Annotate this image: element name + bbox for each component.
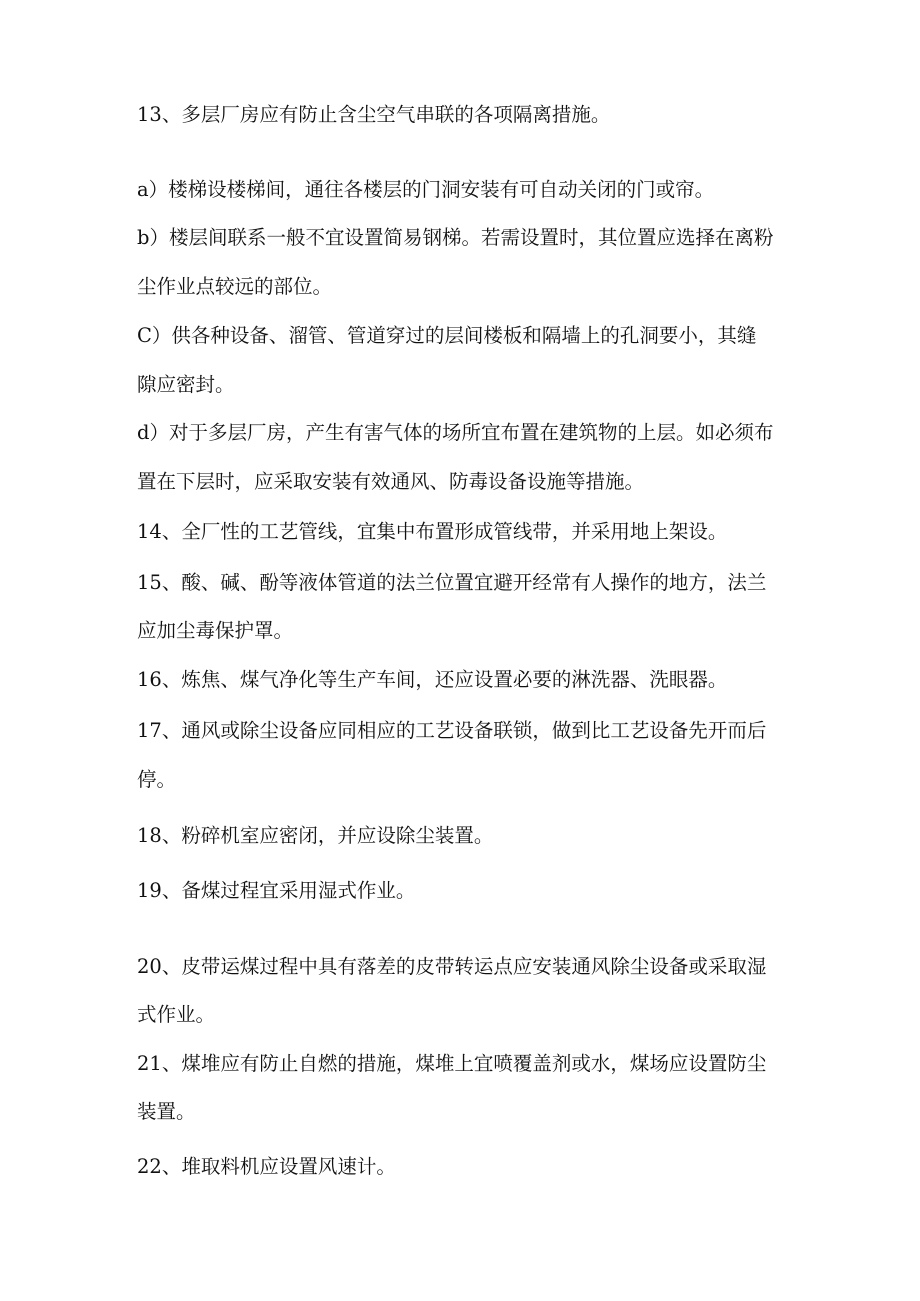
item-17-line-2: 停。	[137, 768, 177, 791]
item-15-line-2: 应加尘毒保护罩。	[137, 619, 294, 642]
item-d-line-1: d）对于多层厂房，产生有害气体的场所宜布置在建筑物的上层。如必须布	[137, 421, 774, 444]
item-16-line-1: 16、炼焦、煤气净化等生产车间，还应设置必要的淋洗器、洗眼器。	[137, 668, 728, 691]
item-20-line-2: 式作业。	[137, 1003, 216, 1026]
item-21-line-1: 21、煤堆应有防止自燃的措施，煤堆上宜喷覆盖剂或水，煤场应设置防尘	[137, 1052, 767, 1075]
item-b-line-2: 尘作业点较远的部位。	[137, 275, 333, 298]
item-c-line-1: C）供各种设备、溜管、管道穿过的层间楼板和隔墙上的孔洞要小，其缝	[137, 324, 757, 347]
item-17-line-1: 17、通风或除尘设备应同相应的工艺设备联锁，做到比工艺设备先开而后	[137, 719, 767, 742]
item-13-line-1: 13、多层厂房应有防止含尘空气串联的各项隔离措施。	[137, 103, 611, 126]
item-a-line-1: a）楼梯设楼梯间，通往各楼层的门洞安装有可自动关闭的门或帘。	[137, 178, 715, 201]
item-d-line-2: 置在下层时，应采取安装有效通风、防毒设备设施等措施。	[137, 470, 645, 493]
item-22-line-1: 22、堆取料机应设置风速计。	[137, 1155, 396, 1178]
item-15-line-1: 15、酸、碱、酚等液体管道的法兰位置宜避开经常有人操作的地方，法兰	[137, 571, 767, 594]
item-c-line-2: 隙应密封。	[137, 373, 235, 396]
item-21-line-2: 装置。	[137, 1100, 196, 1123]
item-b-line-1: b）楼层间联系一般不宜设置简易钢梯。若需设置时，其位置应选择在离粉	[137, 226, 774, 249]
item-20-line-1: 20、皮带运煤过程中具有落差的皮带转运点应安装通风除尘设备或采取湿	[137, 955, 767, 978]
item-18-line-1: 18、粉碎机室应密闭，并应设除尘装置。	[137, 824, 494, 847]
item-14-line-1: 14、全厂性的工艺管线，宜集中布置形成管线带，并采用地上架设。	[137, 520, 728, 543]
item-19-line-1: 19、备煤过程宜采用湿式作业。	[137, 879, 416, 902]
